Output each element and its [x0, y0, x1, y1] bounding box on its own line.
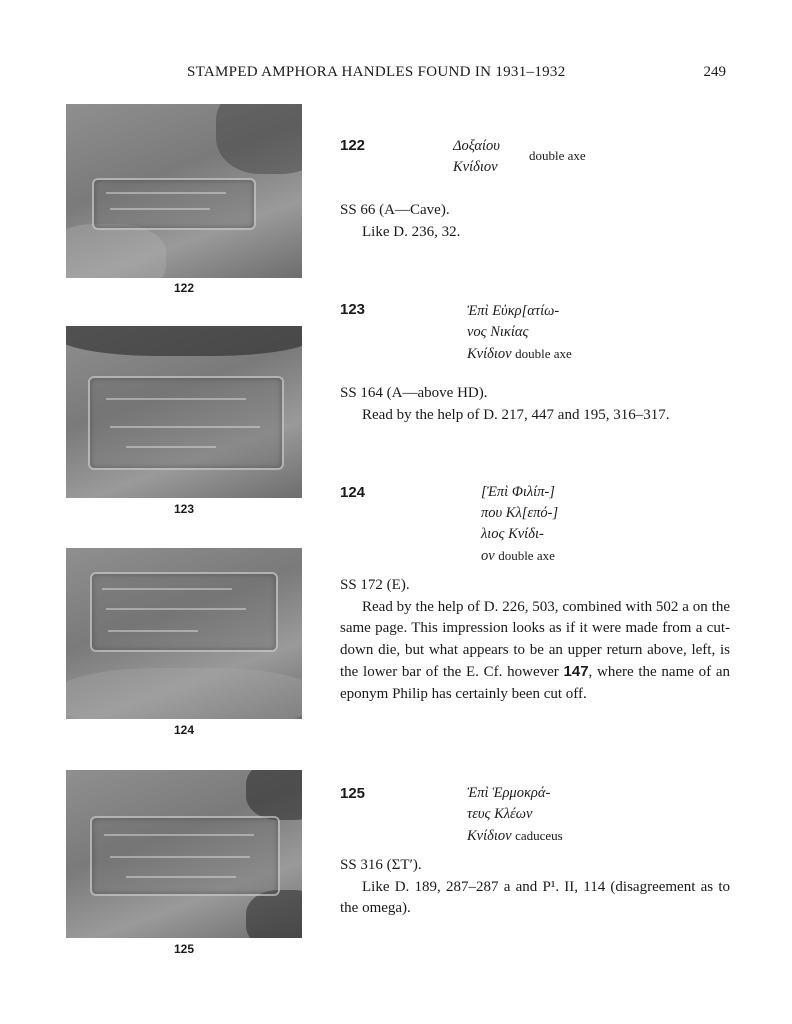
commentary-122: Like D. 236, 32. — [362, 223, 461, 240]
legend-line: Ἐπὶ Εὐκρ[ατίω- — [467, 303, 560, 319]
photo-124 — [66, 548, 302, 719]
legend-line: νος Νικίας — [467, 324, 529, 340]
cross-reference-147: 147 — [563, 663, 589, 680]
entry-text-125 — [340, 855, 730, 920]
legend-line: Ἐπὶ Ἑρμοκρά- — [467, 785, 551, 801]
findspot-124: SS 172 (E). — [340, 577, 410, 593]
legend-line: Κνίδιον — [467, 828, 512, 844]
stamp-legend-124 — [481, 482, 558, 567]
legend-line: τευς Κλέων — [467, 806, 533, 822]
photo-123 — [66, 326, 302, 498]
entry-text-124 — [340, 575, 730, 705]
stamp-legend-125 — [467, 783, 563, 847]
photo-caption-122: 122 — [173, 281, 195, 295]
photo-caption-125: 125 — [173, 942, 195, 956]
findspot-125: SS 316 (ΣΤʹ). — [340, 857, 422, 873]
photo-caption-124: 124 — [173, 723, 195, 737]
entry-number-125: 125 — [340, 785, 366, 802]
commentary-123: Read by the help of D. 217, 447 and 195, 316–317. — [362, 406, 670, 423]
commentary-124-text: Read by the help of D. 226, 503, combined with 502 a on the same page. This impression looks as if it were made from a cut-down die, but what appears to be an upper return above, left, is the lower bar of the E. Cf. however — [340, 598, 730, 680]
commentary-125: Like D. 189, 287–287 a and P¹. II, 114 (disagreement as to the omega). — [340, 878, 730, 916]
legend-line: Κνίδιον — [467, 346, 512, 362]
device-125: caduceus — [515, 828, 563, 843]
device-122: double axe — [529, 148, 586, 163]
entry-number-124: 124 — [340, 484, 366, 501]
legend-line: Δοξαίου — [453, 138, 500, 154]
entry-number-123: 123 — [340, 301, 366, 318]
photo-122 — [66, 104, 302, 278]
device-124: double axe — [498, 548, 555, 563]
photo-caption-123: 123 — [173, 502, 195, 516]
commentary-124 — [340, 597, 730, 706]
entry-text-122 — [340, 200, 730, 243]
stamp-legend-123 — [467, 301, 572, 365]
photo-125 — [66, 770, 302, 938]
entry-text-123 — [340, 383, 730, 426]
findspot-123: SS 164 (A—above HD). — [340, 385, 488, 401]
legend-line: που Κλ[επό-] — [481, 505, 559, 521]
running-title: STAMPED AMPHORA HANDLES FOUND IN 1931–1932 — [187, 64, 566, 80]
legend-line: λιος Κνίδι- — [481, 526, 544, 542]
legend-line: ον — [481, 548, 495, 564]
stamp-legend-122 — [453, 136, 500, 178]
entry-number-122: 122 — [340, 137, 366, 154]
device-123: double axe — [515, 346, 572, 361]
findspot-122: SS 66 (A—Cave). — [340, 202, 450, 218]
running-head — [0, 64, 792, 84]
legend-line: Κνίδιον — [453, 159, 498, 175]
commentary-124-tail: , where the name of an eponym Philip has certainly been cut off. — [340, 664, 730, 702]
page-number: 249 — [703, 64, 726, 80]
legend-line: [Ἐπὶ Φιλίπ-] — [481, 484, 555, 500]
